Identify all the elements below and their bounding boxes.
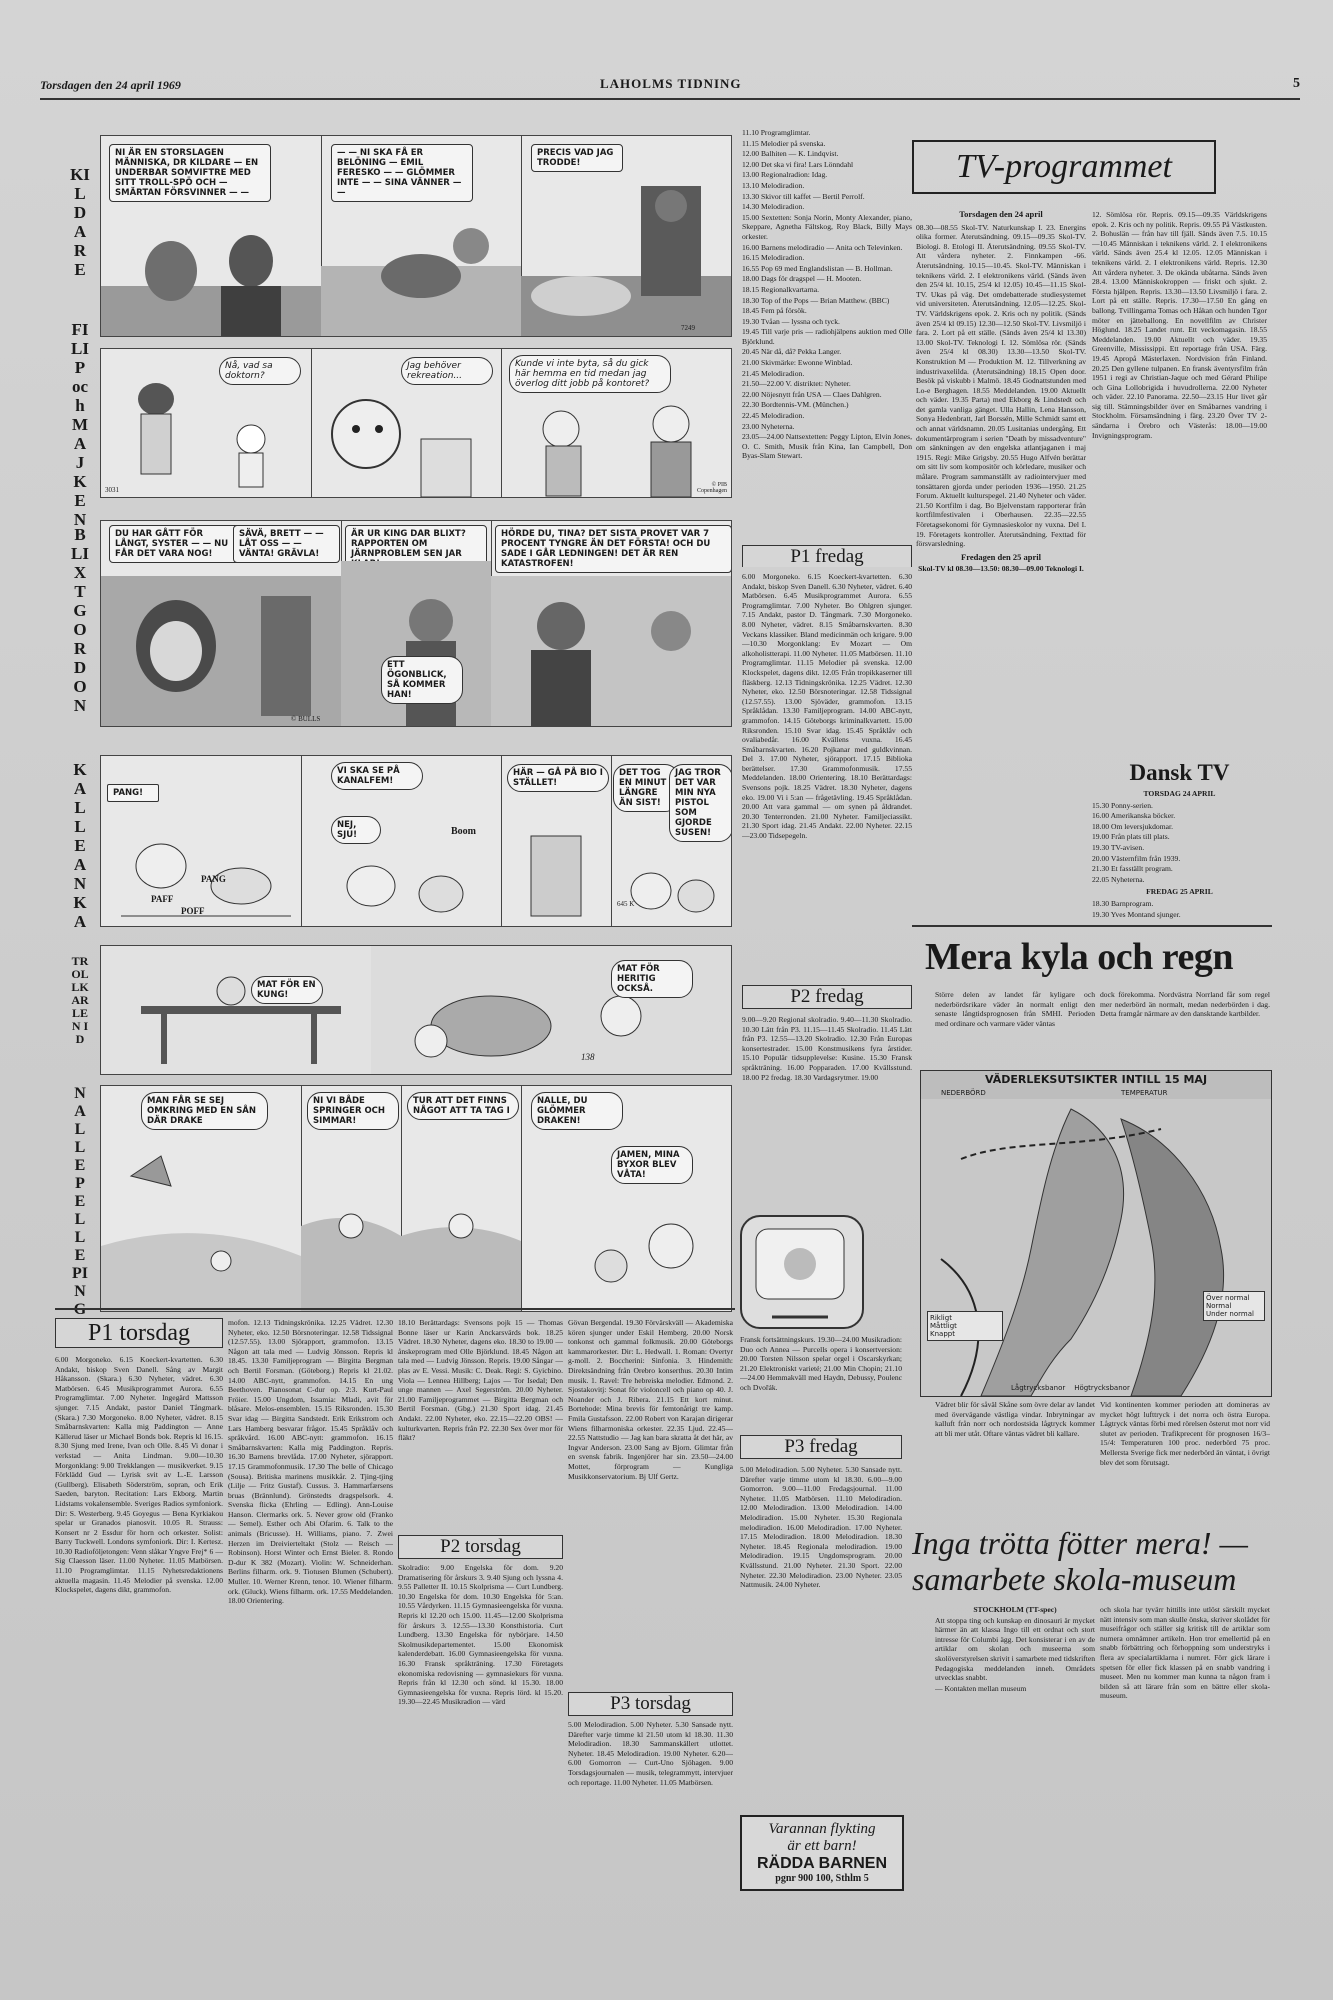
section-heading: P1 fredag (742, 545, 912, 567)
copyright: © PIB Copenhagen (697, 482, 727, 494)
p3-fredag (740, 1465, 902, 1805)
article-text: och skola har tyvärr hittills inte utlöst särskilt mycket nätt intensiv som man skulle önska, skriver skolådet för museifrågor och ställer sig kritisk till de artiklar som numera omnämner artikeln. Hon tror emellertid på en snabb förbättring och förhoppning som understryks i flera av specialartiklarna i numret. Förr gick lärare i spetsen för eller fick klassen på en snabb vandring i museet. Men nu kommer man kunna ta någon fram i bilden så att lärare från som en bättre eller skola-museum. (1100, 1605, 1270, 1701)
comic-drawing (101, 369, 311, 497)
sound-effect: POFF (181, 906, 205, 916)
listing-item: 21.00 Skivmärke: Ewonne Winblad. (742, 358, 853, 368)
ad-line: pgnr 900 100, Sthlm 5 (775, 1873, 869, 1884)
listing-item: 22.00 Nöjesnytt från USA — Claes Dahlgren. (742, 389, 882, 399)
sound-effect: PANG! (107, 784, 159, 802)
comic-panel (301, 1086, 402, 1311)
label-text: NALLE PELLE PIN (72, 1085, 88, 1300)
legend-item: Måttligt (930, 1322, 957, 1330)
comic-panel (401, 1086, 522, 1311)
speech-balloon: MAN FÅR SE SEJ OMKRING MED EN SÅN DÄR DRAKE (141, 1092, 268, 1130)
masthead-date: Torsdagen den 24 april 1969 (40, 78, 181, 92)
listing-text: Fransk fortsättningskurs. 19.30—24.00 Musikradion: Duo och Annea — Purcells opera i konsertversion: 20.00 Torsten Nilsson spelar orgel i Oscarskyrkan; 21.20 Elektroniskt varieté; 21.00 Min Chopin; 21.10—24.00 Hemmakväll med Haydn, Debussy, Poulenc och Dvořák. (740, 1335, 902, 1392)
comic-drawing (101, 1146, 301, 1311)
listing-item: 23.05—24.00 Nattsextetten: Peggy Lipton, Elvin Jones, O. C. Smith, Musik från Kina, Ian Campbell, Don Byas-Slam Stewart. (742, 432, 912, 461)
p1-fredag (742, 572, 912, 972)
comic-drawing (321, 206, 521, 336)
speech-balloon: ÄR UR KING DAR BLIXT? RAPPORTEN OM JÄRNPROBLEM SEN JAR (345, 525, 487, 573)
speech-balloon: DU HAR GÅTT FÖR LÅNGT, SYSTER — — NU FÅR DET VARA NOG! (109, 525, 241, 563)
listing-item: 20.00 Västernfilm från 1939. (1092, 853, 1181, 863)
tv-col-fredag (1092, 210, 1267, 760)
listing-item: 22.30 Bordtennis-VM. (München.) (742, 400, 849, 410)
listing-text: 9.00—9.20 Regional skolradio. 9.40—11.30 Skolradio. 10.30 Lätt från P3. 11.15—11.45 Skolradio. 11.45 Lätt från P3. 12.55—13.20 Skolradio. 12.30 Från Europas konsertestrader. 15.00 Konstmusikens fyra årstider. 15.10 Populär tidsupplevelse: Kusine. 15.30 Fransk språkträning. 16.00 Popparaden. 17.00 Kvällsstund. 18.00 P2 fredag. 18.30 Vardagsrytmer. 19.00 (742, 1015, 912, 1082)
comic-drawing (611, 851, 731, 926)
p3-fredag-header-wrap (740, 1435, 902, 1461)
speech-balloon: JAG TROR DET VAR MIN NYA PISTOL SOM GJORDE SUSEN! (669, 764, 732, 842)
weather-headline: Mera kyla och regn (925, 936, 1233, 978)
p1-torsdag (55, 1355, 223, 1895)
speech-balloon: NI ÄR EN STORSLAGEN MÄNNISKA, DR KILDARE — EN UNDERBAR SOMVIFTRE MED SITT TROLL-SPÖ OCH — SMÄRTAN FÖRSVINNER — — (109, 144, 271, 202)
ad-line: Varannan flykting (768, 1821, 876, 1837)
p3-torsdag (568, 1720, 733, 1895)
speech-balloon: MAT FÖR EN KUNG! (251, 976, 323, 1004)
speech-balloon: — — NI SKA FÅ ER BELÖNING — EMIL FERESKO — — GLÖMMER INTE — — SINA VÄNNER — — (331, 144, 473, 202)
comic-drawing (521, 1196, 731, 1311)
legend-item: Knappt (930, 1330, 955, 1338)
tv-programmet-header: TV-programmet (912, 140, 1216, 194)
label-text: TROLLKARLEN ID (71, 954, 89, 1046)
comic-panel (371, 946, 731, 1074)
comic-filip (100, 348, 732, 498)
comic-trollkarlen-id (100, 945, 732, 1075)
listing-item: 19.00 Från plats till plats. (1092, 832, 1170, 842)
comic-kildare (100, 135, 732, 337)
comic-panel (341, 521, 492, 726)
comic-drawing (521, 186, 731, 336)
p2-torsdag (398, 1563, 563, 1895)
sound-effect: Boom (451, 826, 476, 837)
comic-drawing (301, 1166, 401, 1311)
section-heading: P3 torsdag (568, 1692, 733, 1716)
speech-balloon: HÖRDE DU, TINA? DET SISTA PROVET VAR 7 PROCENT TYNGRE ÄN DET FÖRSTA! OCH DU SADE I GÅR LEDNINGEN! DET ÄR REN KATASTROFEN! (495, 525, 732, 573)
dansk-tv (1092, 760, 1267, 920)
article-text: Större delen av landet får kyligare och nederbördsrikare väder än normalt enligt den senaste långtidsprognosen från SMHI. Perioden med ordinare och varmare väder väntas (935, 990, 1095, 1028)
label-nalle (70, 1085, 90, 1337)
comic-kalle-anka (100, 755, 732, 927)
dansk-list (1092, 789, 1267, 920)
listing-item: 11.15 Melodier på svenska. (742, 138, 826, 148)
listing-text: 12. Sömlösa rör. Repris. 09.15—09.35 Världskrigens epok. 2. Kris och ny politik. Repris. 09.55 På Västkusten. 2. Bohuslän — från hav till fjäll. Sänds även 7.5. 10.15—10.45 Människan i teknikens värld. 2. I elektronikens värld. Sänds även 25.4 kl 12.05. 12.05 Människan i teknikens värld. 2. I elektronikens värld. Repris. 12.30 Att vårdera nyheter. 3. De okända ubåtarna. Sänds även 28.4. 13.00 Människokroppen — friskt och sjukt. 2. Första hjälpen. Repris. 13.30—13.50 Livsmiljö i fara. 2. Lort på ett ställe. Repris. 17.30—17.50 En gång en ballong. Tvillingarna Tomas och Håkan och hunden Tgor möter en jätteballong. En novellfilm av Christer Höglund. 18.25 Landet runt. Ett veckomagasin. 18.55 Meddelanden. 19.00 Aktuellt och väder. 19.35 Greenville, Mississippi. Ett reportage från USA. Färg. 19.45 Apropå Mästerlaxen. Nordvision från Finland. 20.25 Den gyllene tulpanen. En fransk äventyrsfilm från 1951 i regi av Christian-Jaque och med Gérard Philipe och Gina Lollobrigida i huvudrollerna. 22.00 Nyheter och väder. 22.10 Panorama. 22.50—23.15 Hur livet går sig till. Stämningsbilder över en Småbarnes vandring i Stockholm. Församsändning i färg. 23.20 Över TV 2-sändarna i Örebro och Västerås: 18.00—19.00 Invigningsprogram. (1092, 210, 1267, 440)
dansk-day-heading: FREDAG 25 APRIL (1146, 887, 1213, 897)
copyright: © BULLS (291, 715, 321, 723)
label-text: BLIXT GORDON (71, 525, 89, 715)
weather-lead-a (935, 990, 1095, 1065)
article-text: — Kontakten mellan museum (935, 1683, 1027, 1693)
section-heading: Dansk TV (1129, 760, 1230, 785)
listing-item: 21.45 Melodiradion. (742, 368, 805, 378)
comic-panel (101, 756, 302, 926)
article-text: Att stoppa ting och kunskap en dinosauri är mycket härmer än att klassa Ingo till ett ordnat och stort intresse för Columbi ägg. Det konsisterar i en av de artiklar om skolan och museerna som skolöverstyrelsen skrivit i samarbete med tidskriften Pedagogiska meddelanden inneh. Områdets utvecklas snabbt. (935, 1615, 1095, 1683)
ad-line: RÄDDA BARNEN (756, 1855, 888, 1872)
article-text: Vädret blir för såväl Skåne som övre delar av landet med övervägande västliga vindar. Inbrytningar av kalluft från norr och nordostsida lågtryck kommer att bli mer utåt. Oftare väntas vädret bli kallare. (935, 1400, 1095, 1438)
p1-torsdag-header-wrap (55, 1318, 223, 1350)
listing-item: 16.15 Melodiradion. (742, 253, 805, 263)
p2-fredag (742, 1015, 912, 1125)
speech-balloon: MAT FÖR HERITIG OCKSÅ. (611, 960, 693, 998)
page-number: 5 (1293, 76, 1300, 91)
listing-item: 15.30 Ponny-serien. (1092, 800, 1153, 810)
listing-text: 6.00 Morgoneko. 6.15 Koeckert-kvartetten. 6.30 Andakt, biskop Sven Danell. Sång av Margit Håkansson. (Skara.) 6.30 Nyheter, vädret. 6.30 Matbörsen. 6.45 Musikprogrammet Aurora. 6.55 Programglimtar. 7.00 Nyheter. Ingegärd Mattsson sjunger. 7.15 Andakt, pastor Daniel Tångmark. (Skara.) 7.30 Morgoneko. 8.00 Nyheter, vädret. 8.15 Småbarnskvarten: Kalla mig Paddington — Anne Källerud läser ur Michael Bonds bok. Repris kl 16.15. 8.30 Sjung med Irene, Ivan och Olle. 8.45 Vi donar i verkstad — Anita Lindman. 9.00—10.30 Morgonklang: 9.00 Trekklangen — musikverket. 9.15 Förklädd Gud — Lyrisk svit av L.-E. Larsson (Gullberg). Elisabeth Söderström, sopran, och Erik Saeden, baryton. Recitation: Lars Ekborg. Martin Lidstams vokalensemble. Sveriges Radios symfoniork. Dir: S. Westerberg. 9.45 Goyegus — Bena Kyrkiakou spelar ur Granados pianosvit. 10.05 R. Strauss: Konsert nr 2 Essdur för horn och orkester. Solist: Barry Tuckwell. Londons symfoniork. Dir: I. Kertesz. 10.30 Radioföljetongen: Venn slåkar Yngve Frej* 6 — Sig Claesson läser. 11.00 Nyheter. 11.05 Matbörsen. 11.10 Programglimtar. 11.15 Nyhetsredaktionens aktuella magasin. 11.45 Melodier på svenska. 12.00 Klockspelet, dagens dikt, grammofon. (55, 1355, 223, 1595)
listing-text: mofon. 12.13 Tidningskrönika. 12.25 Vädret. 12.30 Nyheter, eko. 12.50 Börsnoteringar. 12.58 Tidssignal (12.57.55). 13.00 Sjörapport, grammofon. 13.15 Någon att tala med — Ludvig Jönsson. Repris kl 18.45. 13.30 Familjeprogram — Birgitta Bergman och Bertil Forsman. (Göteborg.) Repris kl 21.02. 14.00 ABC-nytt, grammofon. 14.15 En ung Beethoven. Pianosonat C-dur op. 2:3. Kurt-Paul Fröier. 15.00 Ungdom, Issamia: Mladi, avit för blåsare. Melos-ensemblen. 15.15 Riksronden. 15.30 Svar idag — Birgitta Sandstedt. Erik Erikstrom och Lars Hamberg besvarar frågor. 15.45 Språklåv och språkvård. 16.00 ABC-nytt: grammofon. 16.15 Småbarnskvarten: Kalla mig Paddington. Repris. 16.30 Barnens brevlåda. 17.00 Nyheter, sjörapport. 17.15 Grammofonmusik. 17.30 The belle of Chicago (Sousa). Britiska marinens musikkår. 2. Tjing-tjing (Lilje — Fritz Gustaf). Cussus. 3. Hammarfærsens bruas (Brännlund). Grönstedts dragspelsork. 4. Svenska flicka (Ehrling — Edling). Ann-Louise Hanson. Clermarks ork. 5. Never grow old (Franko — Semel). Esther och Abi Ofarim. 6. Talk to the animals (Bricusse). H. Williams, piano. 7. Zwei Herzen im Dreivierteltakt (Stolz — Reisch — Robinson). Horst Winter och Ernst Bieler. 8. Rondo D-dur K 382 (Mozart). Violin: W. Schneiderhan. Berlins filharm. ork. 9. Tiotusen Blumen (Schubert). Muller. 10. Werner Krenn, tenor. 10. Wiener filharm. ork. (Gluck). Wiens filharm. ork. 17.55 Meddelanden. 18.00 Orientering. (228, 1318, 393, 1606)
map-legend (927, 1311, 1003, 1341)
listing-item: 13.00 Regionalradion: Idag. (742, 170, 828, 180)
sound-effect: PANG (201, 874, 226, 884)
map-drawing (921, 1099, 1271, 1396)
label-text: FILIP och MAJKEN (71, 320, 89, 529)
section-heading: P3 fredag (740, 1435, 902, 1459)
comic-drawing (301, 846, 501, 926)
strip-number: 3031 (105, 486, 119, 494)
weather-body-a (935, 1400, 1095, 1510)
tv-col-torsdag (916, 210, 1086, 885)
map-legend (1203, 1291, 1265, 1321)
legend-item: Normal (1206, 1302, 1232, 1310)
comic-drawing (501, 826, 611, 926)
listing-text: Gövan Bergendal. 19.30 Förvärskväll — Akademiska kören sjunger under Eskil Hemberg. 20.00 Norsk tonkonst och gammal folkmusik. 20.00 Göteborgs kammarorkester. Dir: L. Hedwall. 1. Roman: Overtyr g-moll. 2. Boccherini: Sinfonia. 3. Hindemith: Direktsändning från Orebro konserthus. 20.30 Intim musik. 1. Ravel: Tre hebreiska melodier. Edmond. 2. Sjostakovitj: Sonat för violoncell och piano op 40. J. Noander och J. Ribera. 21.15 Ett kort minut. Bortehode: Mina brevis för femtonårigt tre kamp. Fmila Gustafsson. 22.00 Robert von Karajan dirigerar Wiens filharmoniska orkester. 22.35 Ljud. 22.45—22.55 Nattstudio — Jag kan bara skratta åt det här, av Ingvar Anderson. 23.00 Sang av Bjorn. Glimtar från en svensk fabrik. Ingenjörer har sin. 23.50—24.00 Mottet, förprogram — Kungliga Musikkonservatorium. Bj Ulf Gertz. (568, 1318, 733, 1481)
tv-day-heading: Fredagen den 25 april (961, 551, 1041, 562)
listing-item: 23.00 Nyheterna. (742, 421, 795, 431)
masthead (40, 76, 1300, 100)
tv-drawing (742, 1217, 858, 1323)
legend-item: Rikligt (930, 1314, 952, 1322)
comic-panel (101, 946, 372, 1074)
radda-barnen-ad (740, 1815, 904, 1891)
listing-item: 12.00 Det ska vi fira! Lars Lönndahl (742, 159, 854, 169)
listing-item: 20.45 När då, då? Pekka Langer. (742, 347, 842, 357)
section-heading: P2 torsdag (398, 1535, 563, 1559)
listing-item: 19.30 TV-avisen. (1092, 842, 1145, 852)
speech-balloon: VI SKA SE PÅ KANALFEM! (331, 762, 423, 790)
comic-panel (521, 136, 731, 336)
p1-fredag-header-wrap (742, 545, 912, 567)
speech-balloon: DET TOG EN MINUT LÄNGRE ÄN SIST! (613, 764, 679, 812)
divider (912, 925, 1272, 927)
dansk-day-heading: TORSDAG 24 APRIL (1143, 789, 1216, 798)
label-blixt (70, 525, 90, 715)
tv-illustration (740, 1215, 864, 1329)
comic-panel (101, 136, 322, 336)
speech-balloon: TUR ATT DET FINNS NÅGOT ATT TA TAG I (407, 1092, 519, 1120)
comic-drawing (101, 216, 321, 336)
listing-text: 5.00 Melodiradion. 5.00 Nyheter. 5.30 Sansade nytt. Därefter varje timme utom kl 18.30. 6.00—9.00 Gomorron. 9.00—11.00 Fredagsjournal. 11.00 Nyheter. 11.05 Matbörsen. 11.10 Melodiradion. 12.00 Melodiradion. 13.00 Melodiradion. 14.00 Melodiradion. 15.00 Nyheter. 15.30 Regionala melodiradion. 16.00 Melodiradion. 17.00 Nyheter. 17.15 Melodiradion. 18.00 Melodiradion. 18.30 Nyheter. 18.45 Regionala melodiradion. 19.00 Melodiradion. 19.15 Ungdomsprogram. 20.00 Kvällsstund. 21.00 Nyheter. 21.30 Sport. 22.00 Nyheter. 22.30 Melodiradion. 23.00 Nyheter. 23.05 Nattmusik. 24.00 Nyheter. (740, 1465, 902, 1590)
listing-item: 19.30 Tvåan — lyssna och tyck. (742, 316, 840, 326)
listing-item: 12.00 Balhiten — K. Lindqvist. (742, 149, 839, 159)
listing-text: Skolradio: 9.00 Engelska för dom. 9.20 Dramatisering för årskurs 3. 9.40 Sjung och lyssna 4. 9.55 Palletter II. 10.15 Skolprisma — Curt Lundberg. 10.30 Engelska för dom. 10.30 Engelska för 5:an. 10.55 Vårdyrken. 11.15 Gymnasieengelska för vuxna. Repris kl 12.20 och 15.00. 11.45—12.00 Skolprisma för årskurs 3. 12.55—13.30 Konsthistoria. Curt Lundberg. 13.30 Engelska för nybörjare. 14.50 Skolmusikdepartementet. 15.00 Ekonomisk kalenderdebatt. 16.00 Gymnasieengelska för vuxna. 16.30 Fransk språkträning. 17.30 Företagets ekonomiska redovisning — gymnasiekurs för vuxna. Repris från kl 12.30 och sönd. kl 15.30. 18.00 Gymnasieengelska för vuxna. Repris lörd. kl 15.20. 19.30—22.45 Musikradion — värd (398, 1563, 563, 1707)
speech-balloon: SÄVÄ, BRETT — — LÅT OSS — — VÄNTA! GRÄVLA! (233, 525, 340, 563)
comic-panel (501, 349, 731, 497)
listing-item: 18.00 Om leversjukdomar. (1092, 821, 1173, 831)
listing-text: Skol-TV kl 08.30—13.50: 08.30—09.00 Teknologi I. (918, 564, 1084, 574)
map-title: VÄDERLEKSUTSIKTER INTILL 15 MAJ (984, 1073, 1208, 1086)
p1-torsdag-evening (398, 1318, 563, 1528)
listing-item: 18.15 Regionalkvartarna. (742, 284, 819, 294)
label-kalle (70, 760, 90, 931)
comic-drawing (101, 576, 341, 726)
comic-panel (301, 756, 502, 926)
speech-balloon: Kunde vi inte byta, så du gick här hemma en tid medan jag överlog ditt jobb på kontoret? (509, 355, 671, 393)
museum-body-b (1100, 1605, 1270, 1870)
listing-item: 21.30 Et fasställt program. (1092, 864, 1173, 874)
listing-item: 14.30 Melodiradion. (742, 202, 805, 212)
dateline: STOCKHOLM (TT-spec) (973, 1605, 1057, 1614)
p3-torsdag-header-wrap (568, 1692, 733, 1716)
comic-drawing (311, 379, 501, 497)
listing-item: 21.50—22.00 V. distriktet: Nyheter. (742, 379, 851, 389)
comic-panel (611, 756, 731, 926)
article-text: Vid kontinenten kommer perioden att domineras av mycket högt lufttryck i det norra och östra Europa. Lågtryck väntas förbi med rörelsen österut mot norr vid slutet av perioden. Trafikprecent för prognosen 16/3–15/4: Temperaturen 100 proc. nederbörd 75 proc. Mellersta Sverige fick mer nederbörd än väntat, i övrigt blev det som förutsagt. (1100, 1400, 1270, 1467)
comic-panel (521, 1086, 731, 1311)
museum-body-a (935, 1605, 1095, 1870)
speech-balloon: NI VI BÅDE SPRINGER OCH SIMMAR! (307, 1092, 399, 1130)
section-heading: P2 fredag (742, 985, 912, 1009)
p2-torsdag-header-wrap (398, 1535, 563, 1559)
listing-item: 22.05 Nyheterna. (1092, 874, 1145, 884)
label-text: KILDARE (70, 165, 90, 279)
strip-number: 7249 (681, 324, 695, 332)
strip-number: 138 (581, 1052, 595, 1062)
speech-balloon: NALLE, DU GLÖMMER DRAKEN! (531, 1092, 623, 1130)
comic-panel (101, 349, 312, 497)
listing-item: 16.00 Barnens melodiradio — Anita och Televinken. (742, 242, 903, 252)
listing-text: 5.00 Melodiradion. 5.00 Nyheter. 5.30 Sansade nytt. Därefter varje timme kl 21.50 utom kl 18.30. 11.30 Melodiradion. 18.30 Sammanskällert utlottet. Nyheter. 18.45 Melodiradion. 19.00 Nyheter. 6.20—6.00 Gomorron — Curt-Uno Sjöhagen. 9.00 Torsdagsjournalen — musik, telegrammytt, intervjuer och reportage. 11.00 Nyheter. 11.05 Matbörsen. (568, 1720, 733, 1787)
speech-balloon: NEJ, SJU! (331, 816, 381, 844)
listing-item: 11.10 Programglimtar. (742, 128, 811, 137)
weather-map (920, 1070, 1272, 1397)
radio-listings-p2-torsdag-cont (742, 128, 912, 543)
p2-torsdag-cont (568, 1318, 733, 1688)
speech-balloon: HÄR — GÅ PÅ BIO I STÄLLET! (507, 764, 609, 792)
comic-drawing (401, 1156, 521, 1311)
comic-drawing (101, 946, 371, 1074)
map-subtitle: NEDERBÖRD (941, 1089, 986, 1097)
sound-effect: PAFF (151, 894, 174, 904)
listing-item: 18.30 Top of the Pops — Brian Matthew. (BBC) (742, 295, 890, 305)
speech-balloon: JAMEN, MINA BYXOR BLEV VÅTA! (611, 1146, 693, 1184)
listing-item: 22.45 Melodiradion. (742, 411, 805, 421)
listing-item: 13.10 Melodiradion. (742, 180, 805, 190)
listing-item: 15.00 Sextetten: Sonja Norin, Monty Alexander, piano, Skeppare, Agnetha Fältskog, Roy Black, Billy Mays orkester. (742, 212, 912, 241)
museum-headline: Inga trötta fötter mera! — samarbete skola-museum (912, 1525, 1248, 1597)
speech-balloon: PRECIS VAD JAG TRODDE! (531, 144, 623, 172)
listing-item: 19.45 Till varje pris — radiohjälpens auktion med Olle Björklund. (742, 327, 912, 346)
radio-list (742, 128, 912, 461)
weather-body-b (1100, 1400, 1270, 1510)
comic-panel (491, 521, 731, 726)
listing-item: 13.30 Skivor till kaffet — Bertil Perrolf. (742, 191, 865, 201)
comic-panel (101, 1086, 302, 1311)
strip-number: 645 K (617, 900, 635, 908)
comic-nalle (100, 1085, 732, 1312)
p1-torsdag-cont (228, 1318, 393, 1895)
comic-panel (501, 756, 612, 926)
p2-fredag-header-wrap (742, 985, 912, 1009)
listing-item: 19.30 Yves Montand sjunger. (1092, 909, 1181, 919)
map-subtitle: TEMPERATUR (1121, 1089, 1168, 1097)
listing-text: 08.30—08.55 Skol-TV. Naturkunskap I. 23. Energins olika former. Återutsändning. 09.15—09.35 Skol-TV. Biologi. 8. Etologi II. Återutsändning. 09.55 Skol-TV. Att vårdera nyheter. 2. Finnkampen -66. Återutsändning. 10.15—10.45. Skol-TV. Människan i teknikens värld. 2. I elektronikens värld. (Sänds även den 25/4 kl. 10.15, 25/4 kl 12.05) 10.45—11.15 Skol-TV. Ukas på väg. Det omdebatterade studiesystemet vid universiteten. Återutsändning. 12.05—12.25. Skol-TV. Världskrigens epok. 2. Kris och ny politik. (Sänds även 25/4 kl 09.15) 12.30—12.50 Skol-TV. Livsmiljö i fara. 2. Lort på ett ställe. (Sänds även 25/4 kl 13.30) 13.00 Skol-TV. Teknologi I. 12. Sömlösa rör. (Sänds även 25/4 kl 08.30) 13.30—13.50 Skol-TV. Konstruktion M — Produktion M. 12. Tillverkning av industrivaxelilda. (Återutsändning) 18.15 Open door. Besök på viskubb i Malmö. 18.45 Godnattstunden med Lo-e Berghagen. 18.55 Meddelanden. 19.00 Aktuellt och väder. 19.35 Parta) med Ekborg & Lindstedt och det gamla vanliga gänget. Ulla Hallin, Lena Hansson, Sonya Hedenbratt, Jarl Borssén, Mille Schmidt samt ett och annat världsnamn. 20.05 Lusitanias undergång. Ett dokumentärprogram i serien "Death by missadventure" om sänkningen av den engelska atlantjaganen i maj 1915. Regi: Mike Grigsby. 20.55 Hugo Alfvén berättar om sitt liv som kompositör och körledare, musiker och målare. Program sammanställt av radiointervjuer med tonsättaren gjorda under perioden 1936—1950. 21.25 Forum. Aktuellt kulturspegel. 21.40 Nyheter och väder. 21.50 Kortfilm i dag. Bo Bjelvenstam rapporterar från kortfilmfestivalen i Oberhausen. 22.35—22.55 Företagsekonomi för Gymnasieskolor ny vuxna. Del I. 19. Företagets kontroller. Återutsändning. Fexttad för försvarsledning. (916, 222, 1086, 549)
listing-item: 16.55 Pop 69 med Englandslistan — B. Hollman. (742, 263, 893, 273)
legend-item: Lågtrycksbanor (1011, 1384, 1066, 1392)
legend-item: Under normal (1206, 1310, 1254, 1318)
listing-text: 18.10 Berättardags: Svensons pojk 15 — Thomas Bonne läser ur Karin Anckarsvärds bok. 18.25 Vädret. 18.30 Nyheter, dagens eko. 18.30 to 19.00 — ånskeprogram med Olle Björklund. 18.45 Någon att tala med — Ludvig Jönsson. Repris. 19.00 Sångar — plas av E. Vessi. Musik: C. Deak. Regi: S. Gyicbino. Viola — Lennea Hillberg; Lajos — Tor Isedal; Den unge mannen — Axel Segerström. 20.00 Nyheter. 21.00 Familjeprogrammet — Birgitta Bergman och Bertil Forsman. (Gbg.) 21.30 Sport idag. 21.45 Andakt. 22.00 Nyheter, eko. 22.15—22.20 OBS! — kulturkvarten. Repris från P2. 22.30 Sex över mor för fläkt? (398, 1318, 563, 1443)
listing-text: 6.00 Morgoneko. 6.15 Koeckert-kvartetten. 6.30 Andakt, biskop Sven Danell. 6.30 Nyheter, vädret. 6.40 Matbörsen. 6.45 Musikprogrammet Aurora. 6.55 Programglimtar. 7.00 Nyheter. Bo Ohlgren sjunger. 7.15 Andakt, pastor D. Tångmark. 7.30 Morgoneko. 8.00 Nyheter, vädret. 8.15 Småbarnskvarten. 8.30 Veckans klassiker. Bland medicinmän och krigare. 9.00—10.30 Morgonklang: Ev Mozart — Om alkoholistterapi. 11.00 Nyheter. 11.05 Matbörsen. 11.10 Programglimtar. 11.15 Melodier på svenska. 12.00 Klockspelet, dagens dikt. 12.05 Från tropikkaserner till fläskberg. 12.13 Tidningskrönika. 12.25 Vädret. 12.30 Nyheter, eko. 12.50 Börsnoteringar. 12.58 Tidssignal (12.57.55). 13.00 Sjöväder, grammofon. 13.15 Språklådan. 13.30 Familjeprogram. 14.00 ABC-nytt, grammofon. 14.15 Göteborgs kriminalkvartett. 15.00 Riksronden. 15.10 Svar idag. 15.45 Språklåv och ovaliabedår. 16.00 Kvällens vuxna. 16.45 Småbarnskvarten. 16.20 Pojkanar med guldkvinnan. Del 3. 17.00 Nyheter, sjörapport. 17.15 Biblioka berättelser. 17.30 Grammofonmusik. 17.55 Meddelanden. 18.00 Orientering. 18.10 Berättardags: Svensons pojk. 18.25 Vädret. 18.30 Nyheter, dagens eko. 19.00 Vi i 5:an — frågetävling. 19.45 Språklådan. 20.00 Att vara gammal — om synen på åldrandet. 20.30 Tenterronden. 21.00 Nyheter. Familjeciassikt. 21.30 Sport idag. 21.45 Andakt. 22.00 Nyheter. 22.15—23.00 Tidsepegeln. (742, 572, 912, 841)
label-filip (70, 320, 90, 529)
p3-evening (740, 1335, 902, 1430)
comic-panel (101, 521, 342, 726)
comic-panel (311, 349, 502, 497)
map-legend-lines (1011, 1384, 1130, 1392)
speech-balloon: Nå, vad sa doktorn? (219, 357, 301, 385)
comic-blixt-gordon (100, 520, 732, 727)
ad-line: är ett barn! (787, 1838, 857, 1854)
listing-item: 16.00 Amerikanska böcker. (1092, 811, 1176, 821)
listing-item: 18.45 Fem på försök. (742, 306, 807, 316)
masthead-paper-name: LAHOLMS TIDNING (600, 76, 742, 91)
weather-lead-b (1100, 990, 1270, 1065)
article-text: dock förekomma. Nordvästra Norrland får som regel mer nederbörd än normalt, medan nederbörden i dag. Detta framgår närmare av den dansktande kartbilder. (1100, 990, 1270, 1019)
listing-item: 18.00 Dags för dragspel — H. Mooten. (742, 274, 862, 284)
speech-balloon: Jag behöver rekreation... (401, 357, 493, 385)
comic-drawing (491, 576, 731, 726)
comic-panel (321, 136, 522, 336)
section-heading: P1 torsdag (55, 1318, 223, 1348)
legend-item: Över normal (1206, 1294, 1250, 1302)
label-troll (70, 955, 90, 1046)
tv-day-heading: Torsdagen den 24 april (959, 210, 1043, 219)
legend-item: Högtrycksbanor (1074, 1384, 1130, 1392)
label-kildare (70, 165, 90, 279)
speech-balloon: ETT ÖGONBLICK, SÅ KOMMER HAN! (381, 656, 463, 704)
divider (55, 1308, 735, 1310)
label-text: KALLE ANKA (73, 760, 87, 931)
listing-item: 18.30 Barnprogram. (1092, 898, 1154, 908)
